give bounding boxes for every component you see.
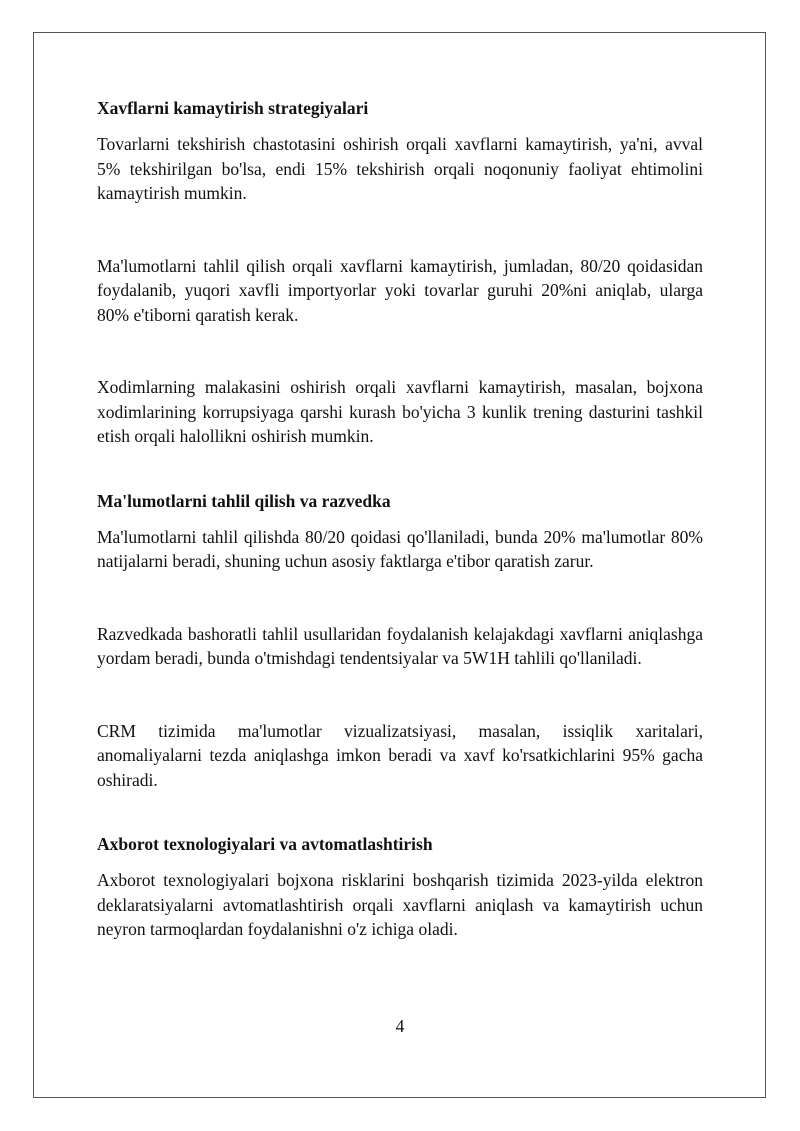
paragraph: Axborot texnologiyalari bojxona risklarini boshqarish tizimida 2023-yilda elektron deklaratsiyalarni avtomatlashtirish orqali xavflarni aniqlash va kamaytirish uchun neyron tarmoqlardan foydalanishni o'z ichiga oladi.	[97, 870, 703, 939]
paragraph: Razvedkada bashoratli tahlil usullaridan foydalanish kelajakdagi xavflarni aniqlashga yordam beradi, bunda o'tmishdagi tendentsiyalar va 5W1H tahlili qo'llaniladi.	[97, 623, 703, 668]
document-body	[97, 96, 703, 942]
paragraph: CRM tizimida ma'lumotlar vizualizatsiyasi, masalan, issiqlik xaritalari, anomaliyalarni tezda aniqlashga imkon beradi va xavf ko'rsatkichlarini 95% gacha oshiradi.	[97, 720, 703, 790]
paragraph: Ma'lumotlarni tahlil qilishda 80/20 qoidasi qo'llaniladi, bunda 20% ma'lumotlar 80% natijalarni beradi, shuning uchun asosiy faktlarga e'tibor qaratish zarur.	[97, 526, 703, 571]
paragraph: Xodimlarning malakasini oshirish orqali xavflarni kamaytirish, masalan, bojxona xodimlarining korrupsiyaga qarshi kurash bo'yicha 3 kunlik trening dasturini tashkil etish orqali halollikni oshirish mumkin.	[97, 377, 703, 446]
paragraph: Tovarlarni tekshirish chastotasini oshirish orqali xavflarni kamaytirish, ya'ni, avval 5% tekshirilgan bo'lsa, endi 15% tekshirish orqali noqonuniy faoliyat ehtimolini kamaytirish mumkin.	[97, 134, 703, 203]
page-number: 4	[395, 1016, 405, 1036]
paragraph: Ma'lumotlarni tahlil qilish orqali xavflarni kamaytirish, jumladan, 80/20 qoidasidan foydalanib, yuqori xavfli importyorlar yoki tovarlar guruhi 20%ni aniqlab, ularga 80% e'tiborni qaratish kerak.	[97, 255, 703, 325]
section-heading-it-automation: Axborot texnologiyalari va avtomatlashtirish	[97, 834, 433, 854]
section-heading-risk-reduction: Xavflarni kamaytirish strategiyalari	[97, 98, 369, 118]
section-heading-data-analysis: Ma'lumotlarni tahlil qilish va razvedka	[97, 490, 391, 511]
